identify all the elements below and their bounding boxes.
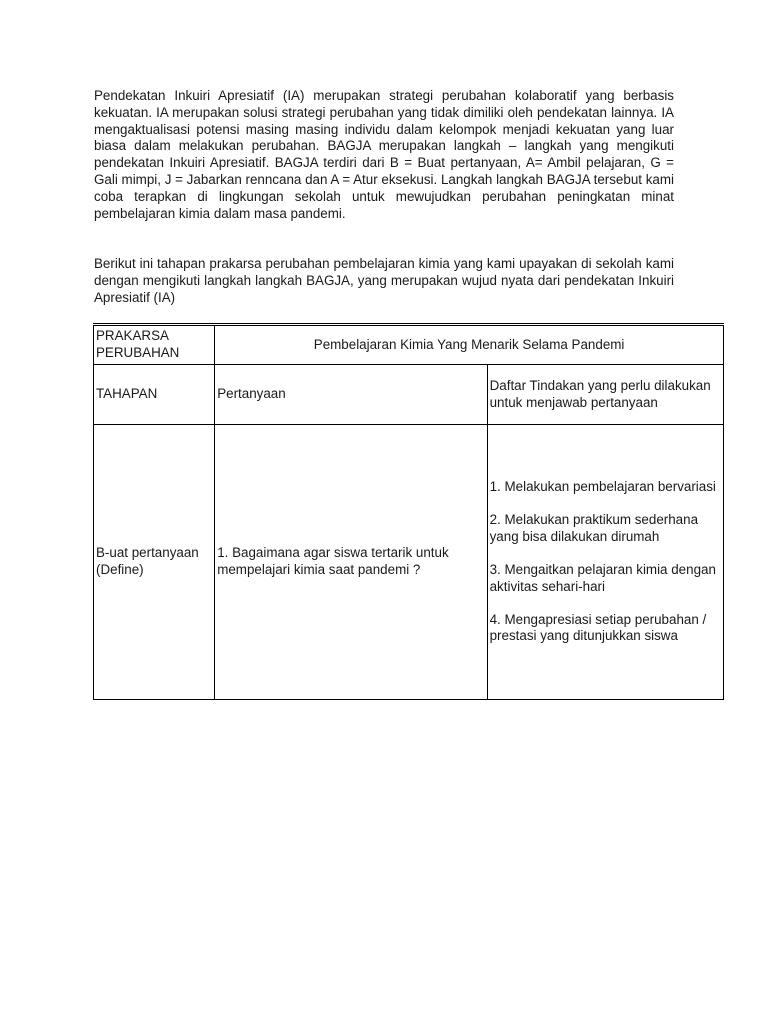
header-tahapan-cell: TAHAPAN	[94, 365, 215, 425]
table-row	[94, 425, 724, 700]
actions-cell	[487, 425, 723, 700]
list-item: 3. Mengaitkan pelajaran kimia dengan aktivitas sehari-hari	[489, 562, 716, 594]
intro-paragraph: Pendekatan Inkuiri Apresiatif (IA) merupakan strategi perubahan kolaboratif yang berbasis kekuatan. IA merupakan solusi strategi perubahan yang tidak dimiliki oleh pendekatan lainnya. IA mengaktualisasi potensi masing masing individu dalam kelompok menjadi kekuatan yang luar biasa dalam melakukan perubahan. BAGJA merupakan langkah – langkah yang mengikuti pendekatan Inkuiri Apresiatif. BAGJA terdiri dari B = Buat pertanyaan, A= Ambil pelajaran, G = Gali mimpi, J = Jabarkan renncana dan A = Atur eksekusi. Langkah langkah BAGJA tersebut kami coba terapkan di lingkungan sekolah untuk mewujudkan perubahan peningkatan minat pembelajaran kimia dalam masa pandemi.	[94, 88, 674, 221]
stage-cell: B-uat pertanyaan (Define)	[94, 425, 215, 700]
header-pertanyaan-cell: Pertanyaan	[215, 365, 487, 425]
table-intro-paragraph: Berikut ini tahapan prakarsa perubahan pembelajaran kimia yang kami upayakan di sekolah kami dengan mengikuti langkah langkah BAGJA, yang merupakan wujud nyata dari pendekatan Inkuiri Apresiatif (IA)	[94, 256, 674, 305]
question-cell: 1. Bagaimana agar siswa tertarik untuk mempelajari kimia saat pandemi ?	[215, 425, 487, 700]
prakarsa-label-cell: PRAKARSA PERUBAHAN	[94, 325, 215, 365]
bagja-table	[93, 323, 724, 700]
prakarsa-value-cell: Pembelajaran Kimia Yang Menarik Selama Pandemi	[215, 325, 724, 365]
list-item: 4. Mengapresiasi setiap perubahan / prestasi yang ditunjukkan siswa	[489, 611, 707, 644]
action-list	[490, 479, 721, 645]
table-row	[94, 365, 724, 425]
header-tindakan-cell: Daftar Tindakan yang perlu dilakukan untuk menjawab pertanyaan	[487, 365, 723, 425]
table-row	[94, 325, 724, 365]
list-item: 2. Melakukan praktikum sederhana yang bisa dilakukan dirumah	[489, 512, 699, 544]
list-item: 1. Melakukan pembelajaran bervariasi	[489, 479, 716, 495]
